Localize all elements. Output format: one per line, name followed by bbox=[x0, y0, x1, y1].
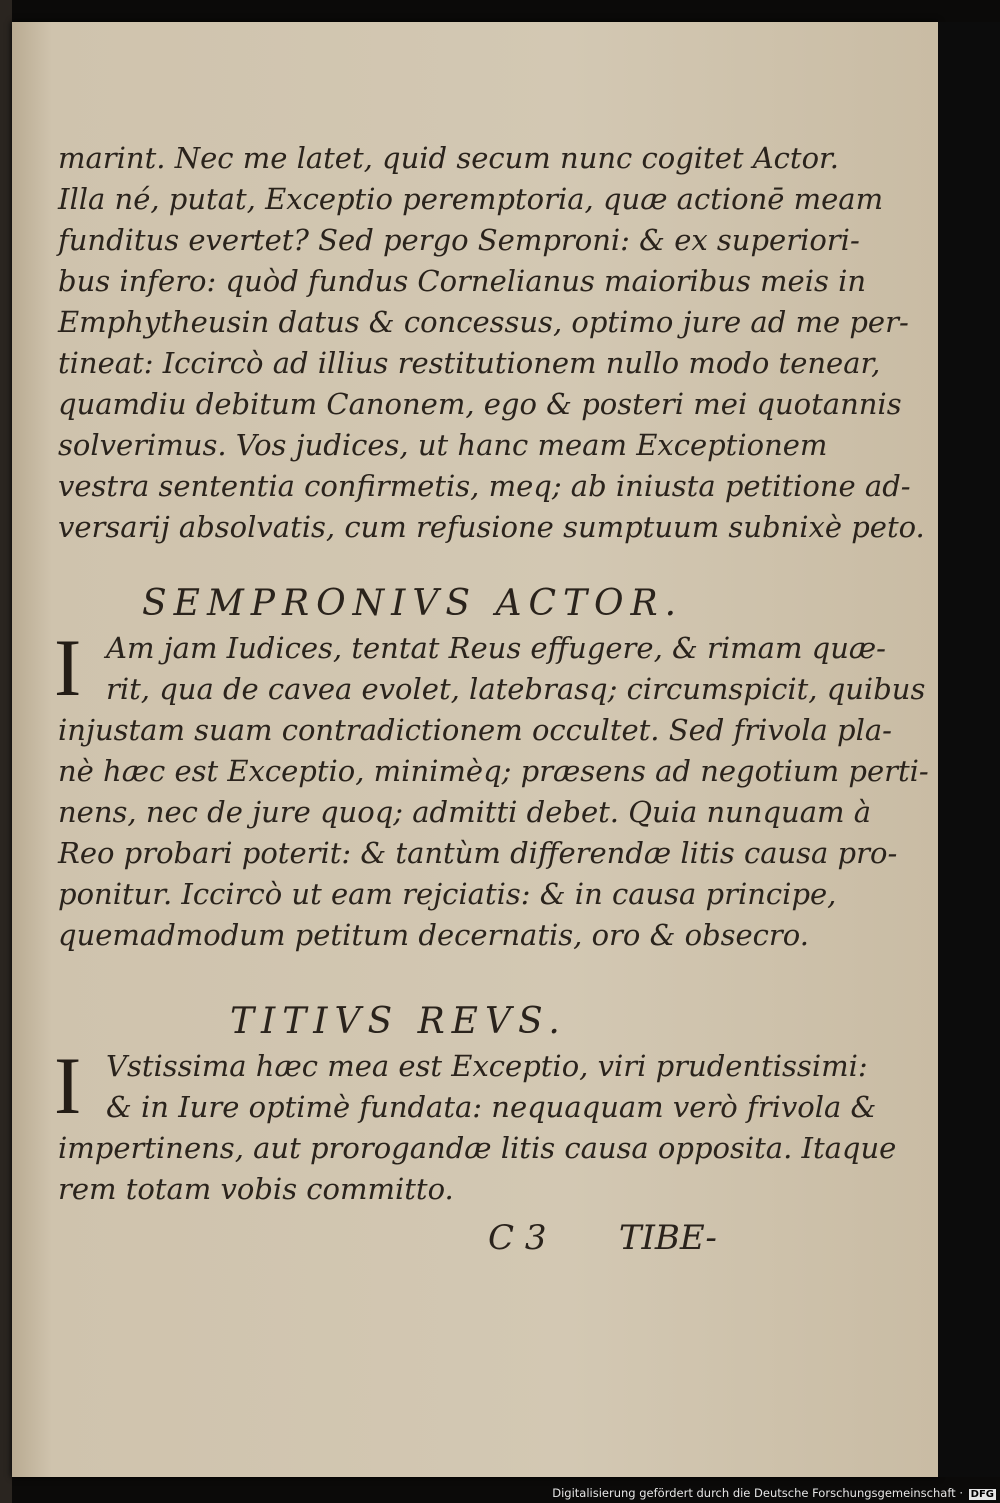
page-text bbox=[54, 138, 929, 1210]
text-line: versarij absolvatis, cum refusione sumptuum subnixè peto. bbox=[58, 510, 925, 544]
signature-mark: C 3 bbox=[488, 1218, 547, 1258]
dfg-logo: DFG bbox=[970, 1489, 994, 1500]
text-line: Illa né, putat, Exceptio peremptoria, quæ actionē meam bbox=[58, 182, 884, 216]
text-line: impertinens, aut prorogandæ litis causa opposita. Itaque bbox=[58, 1131, 897, 1165]
text-line: Emphytheusin datus & concessus, optimo jure ad me per- bbox=[58, 305, 909, 339]
speaker-heading-titius: TITIVS REVS. bbox=[230, 1001, 567, 1042]
text-line: injustam suam contradictionem occultet. Sed frivola pla- bbox=[58, 713, 892, 747]
text-line: rem totam vobis committo. bbox=[58, 1172, 454, 1206]
paragraph-continuation bbox=[58, 138, 925, 548]
text-line: quemadmodum petitum decernatis, oro & obsecro. bbox=[58, 918, 809, 952]
text-line: nè hæc est Exceptio, minimèq; præsens ad negotium perti- bbox=[58, 754, 929, 788]
text-line: vestra sententia confirmetis, meq; ab iniusta petitione ad- bbox=[58, 469, 911, 503]
text-line: Vstissima hæc mea est Exceptio, viri prudentissimi: bbox=[106, 1049, 868, 1083]
text-line: marint. Nec me latet, quid secum nunc cogitet Actor. bbox=[58, 141, 839, 175]
text-line: tineat: Iccircò ad illius restitutionem nullo modo tenear, bbox=[58, 346, 881, 380]
text-line: Am jam Iudices, tentat Reus effugere, & rimam quæ- bbox=[106, 631, 886, 665]
speaker-heading-sempronius: SEMPRONIVS ACTOR. bbox=[142, 583, 684, 624]
drop-capital: I bbox=[54, 1040, 82, 1131]
text-line: bus infero: quòd fundus Cornelianus maioribus meis in bbox=[58, 264, 867, 298]
text-line: & in Iure optimè fundata: nequaquam verò frivola & bbox=[106, 1090, 877, 1124]
text-line: Reo probari poterit: & tantùm differendæ litis causa pro- bbox=[58, 836, 898, 870]
text-line: rit, qua de cavea evolet, latebrasq; circumspicit, quibus bbox=[106, 672, 926, 706]
book-edge bbox=[0, 0, 12, 1503]
text-line: ponitur. Iccircò ut eam rejciatis: & in causa principe, bbox=[58, 877, 837, 911]
text-line: funditus evertet? Sed pergo Semproni: & ex superiori- bbox=[58, 223, 860, 257]
credit-text: Digitalisierung gefördert durch die Deutsche Forschungsgemeinschaft bbox=[552, 1486, 956, 1500]
scan-margin bbox=[938, 22, 1000, 1477]
text-line: nens, nec de jure quoq; admitti debet. Quia nunquam à bbox=[58, 795, 872, 829]
paragraph-titius bbox=[54, 1040, 897, 1210]
paragraph-sempronius bbox=[54, 622, 929, 956]
digitization-credit: Digitalisierung gefördert durch die Deutsche Forschungsgemeinschaft · DFG bbox=[552, 1486, 994, 1500]
text-line: solverimus. Vos judices, ut hanc meam Exceptionem bbox=[58, 428, 828, 462]
page-footer-marks bbox=[488, 1218, 778, 1258]
text-line: quamdiu debitum Canonem, ego & posteri mei quotannis bbox=[58, 387, 902, 421]
catchword: TIBE- bbox=[618, 1218, 717, 1258]
drop-capital: I bbox=[54, 622, 82, 713]
